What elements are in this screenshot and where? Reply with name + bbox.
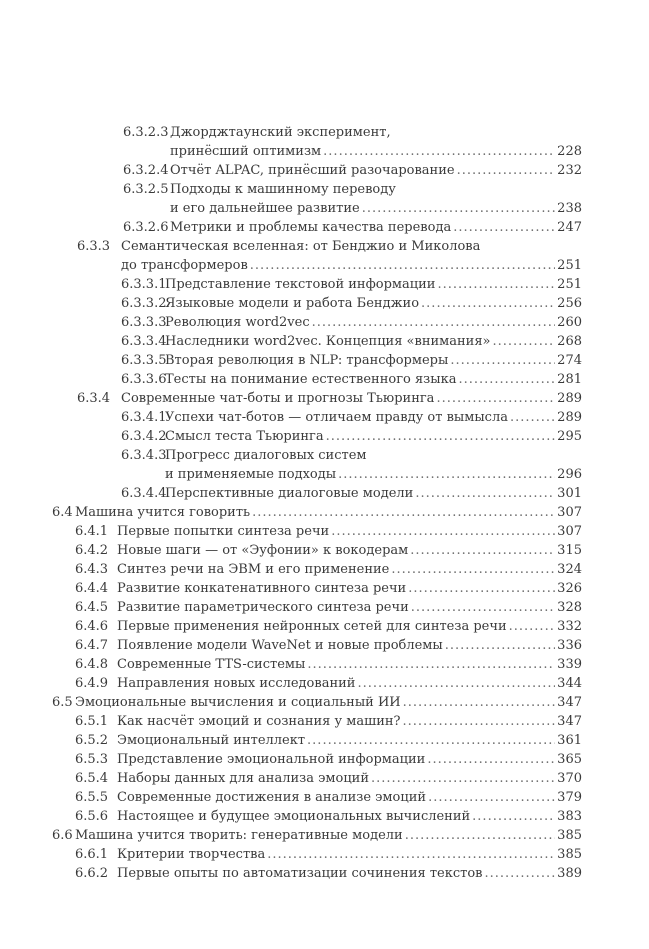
toc-entry-number: 6.3.3 bbox=[77, 239, 111, 254]
toc-entry-title: Направления новых исследований bbox=[117, 676, 356, 691]
toc-entry-title: Появление модели WaveNet и новые проблемы bbox=[117, 638, 443, 653]
toc-entry-number: 6.3.2.6 bbox=[123, 220, 169, 235]
toc-entry[interactable] bbox=[0, 731, 649, 750]
toc-entry[interactable] bbox=[0, 807, 649, 826]
toc-entry-number: 6.4.9 bbox=[75, 676, 109, 691]
toc-entry-number: 6.4.6 bbox=[75, 619, 109, 634]
leader-dots bbox=[408, 579, 555, 598]
leader-dots bbox=[493, 332, 556, 351]
toc-entry-title: Настоящее и будущее эмоциональных вычислений bbox=[117, 809, 471, 824]
toc-entry[interactable] bbox=[0, 750, 649, 769]
leader-dots bbox=[391, 560, 555, 579]
toc-entry[interactable] bbox=[0, 845, 649, 864]
toc-entry[interactable] bbox=[0, 636, 649, 655]
toc-entry-title: Развитие конкатенативного синтеза речи bbox=[117, 581, 407, 596]
leader-dots bbox=[453, 218, 555, 237]
toc-entry[interactable] bbox=[0, 427, 649, 446]
toc-entry-page: 370 bbox=[557, 771, 582, 786]
toc-entry[interactable] bbox=[0, 598, 649, 617]
leader-dots bbox=[457, 161, 556, 180]
toc-entry-page: 328 bbox=[557, 600, 582, 615]
toc-entry-number: 6.4.2 bbox=[75, 543, 109, 558]
leader-dots bbox=[428, 788, 555, 807]
toc-entry-page: 238 bbox=[557, 201, 582, 216]
toc-entry-page: 383 bbox=[557, 809, 582, 824]
toc-entry[interactable] bbox=[0, 237, 649, 256]
leader-dots bbox=[403, 693, 556, 712]
toc-entry-number: 6.5.3 bbox=[75, 752, 109, 767]
toc-entry-title: Представление текстовой информации bbox=[165, 277, 436, 292]
leader-dots bbox=[357, 674, 555, 693]
toc-entry-page: 344 bbox=[557, 676, 582, 691]
toc-entry-number: 6.3.3.5 bbox=[121, 353, 167, 368]
toc-entry-number: 6.3.4.1 bbox=[121, 410, 167, 425]
toc-entry-title: Современные TTS-системы bbox=[117, 657, 306, 672]
toc-entry[interactable] bbox=[0, 256, 649, 275]
toc-entry[interactable] bbox=[0, 769, 649, 788]
toc-entry-number: 6.4.7 bbox=[75, 638, 109, 653]
toc-entry[interactable] bbox=[0, 484, 649, 503]
toc-entry-title: Машина учится творить: генеративные модели bbox=[75, 828, 403, 843]
toc-entry-page: 347 bbox=[557, 695, 582, 710]
toc-entry-title: Подходы к машинному переводу bbox=[170, 182, 396, 197]
toc-entry-title: принёсший оптимизм bbox=[170, 144, 322, 159]
leader-dots bbox=[445, 636, 555, 655]
toc-entry[interactable] bbox=[0, 351, 649, 370]
toc-entry[interactable] bbox=[0, 674, 649, 693]
toc-entry-page: 389 bbox=[557, 866, 582, 881]
toc-entry-page: 281 bbox=[557, 372, 582, 387]
toc-entry[interactable] bbox=[0, 180, 649, 199]
leader-dots bbox=[458, 370, 555, 389]
toc-entry-number: 6.3.3.1 bbox=[121, 277, 167, 292]
toc-entry-number: 6.3.4.2 bbox=[121, 429, 167, 444]
toc-entry-number: 6.3.4.4 bbox=[121, 486, 167, 501]
toc-entry-title: Новые шаги — от «Эуфонии» к вокодерам bbox=[117, 543, 409, 558]
toc-entry-page: 347 bbox=[557, 714, 582, 729]
toc-entry[interactable] bbox=[0, 218, 649, 237]
toc-entry-title: Отчёт ALPAC, принёсший разочарование bbox=[170, 163, 455, 178]
toc-entry-title: Первые опыты по автоматизации сочинения текстов bbox=[117, 866, 483, 881]
toc-entry-page: 385 bbox=[557, 828, 582, 843]
toc-entry-page: 301 bbox=[557, 486, 582, 501]
toc-entry-page: 332 bbox=[557, 619, 582, 634]
toc-entry-number: 6.5.6 bbox=[75, 809, 109, 824]
toc-entry-page: 289 bbox=[557, 410, 582, 425]
toc-entry-page: 251 bbox=[557, 258, 582, 273]
toc-entry[interactable] bbox=[0, 541, 649, 560]
toc-entry[interactable] bbox=[0, 123, 649, 142]
leader-dots bbox=[252, 503, 555, 522]
toc-entry-page: 336 bbox=[557, 638, 582, 653]
toc-entry-page: 307 bbox=[557, 505, 582, 520]
toc-entry[interactable] bbox=[0, 465, 649, 484]
toc-entry-number: 6.4.5 bbox=[75, 600, 109, 615]
toc-entry[interactable] bbox=[0, 712, 649, 731]
toc-entry[interactable] bbox=[0, 617, 649, 636]
toc-entry-number: 6.5.5 bbox=[75, 790, 109, 805]
toc-entry-number: 6.4.1 bbox=[75, 524, 109, 539]
toc-entry[interactable] bbox=[0, 864, 649, 883]
toc-entry-page: 365 bbox=[557, 752, 582, 767]
toc-entry[interactable] bbox=[0, 826, 649, 845]
toc-entry[interactable] bbox=[0, 408, 649, 427]
leader-dots bbox=[307, 655, 555, 674]
toc-entry-title: Эмоциональные вычисления и социальный ИИ bbox=[75, 695, 401, 710]
toc-entry-number: 6.4 bbox=[52, 505, 73, 520]
toc-entry[interactable] bbox=[0, 560, 649, 579]
toc-entry-number: 6.5.1 bbox=[75, 714, 109, 729]
toc-entry-page: 232 bbox=[557, 163, 582, 178]
toc-entry-title: Как насчёт эмоций и сознания у машин? bbox=[117, 714, 401, 729]
leader-dots bbox=[427, 750, 555, 769]
toc-entry-title-line bbox=[170, 123, 582, 142]
leader-dots bbox=[331, 522, 555, 541]
toc-entry-title: Смысл теста Тьюринга bbox=[165, 429, 324, 444]
leader-dots bbox=[312, 313, 556, 332]
toc-entry-page: 326 bbox=[557, 581, 582, 596]
toc-entry-page: 315 bbox=[557, 543, 582, 558]
toc-entry-page: 260 bbox=[557, 315, 582, 330]
toc-entry[interactable] bbox=[0, 579, 649, 598]
toc-entry-number: 6.6.1 bbox=[75, 847, 109, 862]
toc-entry[interactable] bbox=[0, 294, 649, 313]
toc-entry-title: Первые применения нейронных сетей для синтеза речи bbox=[117, 619, 507, 634]
leader-dots bbox=[267, 845, 555, 864]
toc-entry-number: 6.5.2 bbox=[75, 733, 109, 748]
leader-dots bbox=[338, 465, 555, 484]
toc-entry[interactable] bbox=[0, 161, 649, 180]
toc-entry-title: Перспективные диалоговые модели bbox=[165, 486, 414, 501]
leader-dots bbox=[437, 275, 555, 294]
leader-dots bbox=[405, 826, 555, 845]
toc-entry-page: 339 bbox=[557, 657, 582, 672]
toc-entry-title: Метрики и проблемы качества перевода bbox=[170, 220, 452, 235]
toc-entry[interactable] bbox=[0, 788, 649, 807]
leader-dots bbox=[410, 541, 555, 560]
toc-entry-title: и применяемые подходы bbox=[165, 467, 337, 482]
toc-entry-number: 6.6.2 bbox=[75, 866, 109, 881]
leader-dots bbox=[510, 408, 555, 427]
leader-dots bbox=[415, 484, 555, 503]
toc-entry-number: 6.3.3.4 bbox=[121, 334, 167, 349]
toc-entry-number: 6.3.4.3 bbox=[121, 448, 167, 463]
leader-dots bbox=[484, 864, 555, 883]
toc-entry[interactable] bbox=[0, 370, 649, 389]
toc-entry-title: Тесты на понимание естественного языка bbox=[165, 372, 457, 387]
toc-entry-title: Эмоциональный интеллект bbox=[117, 733, 306, 748]
toc-entry[interactable] bbox=[0, 142, 649, 161]
toc-entry-title: Наследники word2vec. Концепция «внимания» bbox=[165, 334, 491, 349]
toc-entry-number: 6.5 bbox=[52, 695, 73, 710]
leader-dots bbox=[421, 294, 555, 313]
toc-entry-number: 6.3.3.6 bbox=[121, 372, 167, 387]
leader-dots bbox=[362, 199, 555, 218]
toc-entry-title: Современные достижения в анализе эмоций bbox=[117, 790, 427, 805]
toc-entry-number: 6.3.2.4 bbox=[123, 163, 169, 178]
toc-entry-page: 307 bbox=[557, 524, 582, 539]
leader-dots bbox=[371, 769, 555, 788]
toc-entry[interactable] bbox=[0, 522, 649, 541]
toc-entry-number: 6.3.2.3 bbox=[123, 125, 169, 140]
toc-entry-number: 6.3.4 bbox=[77, 391, 111, 406]
toc-entry-number: 6.4.3 bbox=[75, 562, 109, 577]
toc-entry-page: 296 bbox=[557, 467, 582, 482]
toc-entry-title: Языковые модели и работа Бенджио bbox=[165, 296, 420, 311]
toc-entry-page: 256 bbox=[557, 296, 582, 311]
toc-entry[interactable] bbox=[0, 446, 649, 465]
toc-entry-page: 251 bbox=[557, 277, 582, 292]
toc-entry-title: Представление эмоциональной информации bbox=[117, 752, 426, 767]
leader-dots bbox=[307, 731, 555, 750]
toc-entry[interactable] bbox=[0, 199, 649, 218]
table-of-contents bbox=[0, 123, 649, 883]
toc-entry-title: Семантическая вселенная: от Бенджио и Миколова bbox=[121, 239, 481, 254]
toc-entry-number: 6.6 bbox=[52, 828, 73, 843]
toc-entry-title: Первые попытки синтеза речи bbox=[117, 524, 330, 539]
leader-dots bbox=[436, 389, 555, 408]
toc-entry-number: 6.3.3.2 bbox=[121, 296, 167, 311]
toc-entry-page: 274 bbox=[557, 353, 582, 368]
toc-entry-number: 6.3.2.5 bbox=[123, 182, 169, 197]
toc-entry-page: 289 bbox=[557, 391, 582, 406]
toc-entry[interactable] bbox=[0, 313, 649, 332]
toc-entry-title: Наборы данных для анализа эмоций bbox=[117, 771, 370, 786]
toc-entry-page: 228 bbox=[557, 144, 582, 159]
leader-dots bbox=[250, 256, 555, 275]
toc-entry-page: 295 bbox=[557, 429, 582, 444]
toc-entry-title: Джорджтаунский эксперимент, bbox=[170, 125, 391, 140]
toc-entry[interactable] bbox=[0, 275, 649, 294]
toc-entry-page: 268 bbox=[557, 334, 582, 349]
toc-entry-title: Прогресс диалоговых систем bbox=[165, 448, 367, 463]
toc-entry-title: Современные чат-боты и прогнозы Тьюринга bbox=[121, 391, 435, 406]
toc-entry-title: Развитие параметрического синтеза речи bbox=[117, 600, 409, 615]
toc-entry[interactable] bbox=[0, 655, 649, 674]
toc-entry-page: 247 bbox=[557, 220, 582, 235]
toc-entry-number: 6.3.3.3 bbox=[121, 315, 167, 330]
toc-entry-title: Критерии творчества bbox=[117, 847, 266, 862]
toc-entry-number: 6.5.4 bbox=[75, 771, 109, 786]
toc-entry[interactable] bbox=[0, 503, 649, 522]
toc-entry-title: Успехи чат-ботов — отличаем правду от вымысла bbox=[165, 410, 508, 425]
toc-entry-page: 361 bbox=[557, 733, 582, 748]
toc-entry[interactable] bbox=[0, 389, 649, 408]
toc-entry-number: 6.4.4 bbox=[75, 581, 109, 596]
toc-entry-title: Вторая революция в NLP: трансформеры bbox=[165, 353, 449, 368]
leader-dots bbox=[472, 807, 555, 826]
leader-dots bbox=[323, 142, 555, 161]
toc-entry-title: Машина учится говорить bbox=[75, 505, 251, 520]
toc-entry-page: 385 bbox=[557, 847, 582, 862]
leader-dots bbox=[403, 712, 556, 731]
leader-dots bbox=[450, 351, 555, 370]
toc-entry[interactable] bbox=[0, 332, 649, 351]
toc-entry-number: 6.4.8 bbox=[75, 657, 109, 672]
toc-entry-title: Синтез речи на ЭВМ и его применение bbox=[117, 562, 390, 577]
leader-dots bbox=[411, 598, 555, 617]
toc-entry-title: и его дальнейшее развитие bbox=[170, 201, 360, 216]
toc-entry-title: до трансформеров bbox=[121, 258, 248, 273]
toc-entry[interactable] bbox=[0, 693, 649, 712]
toc-entry-page: 379 bbox=[557, 790, 582, 805]
leader-dots bbox=[326, 427, 556, 446]
toc-entry-page: 324 bbox=[557, 562, 582, 577]
toc-entry-title: Революция word2vec bbox=[165, 315, 310, 330]
leader-dots bbox=[509, 617, 556, 636]
